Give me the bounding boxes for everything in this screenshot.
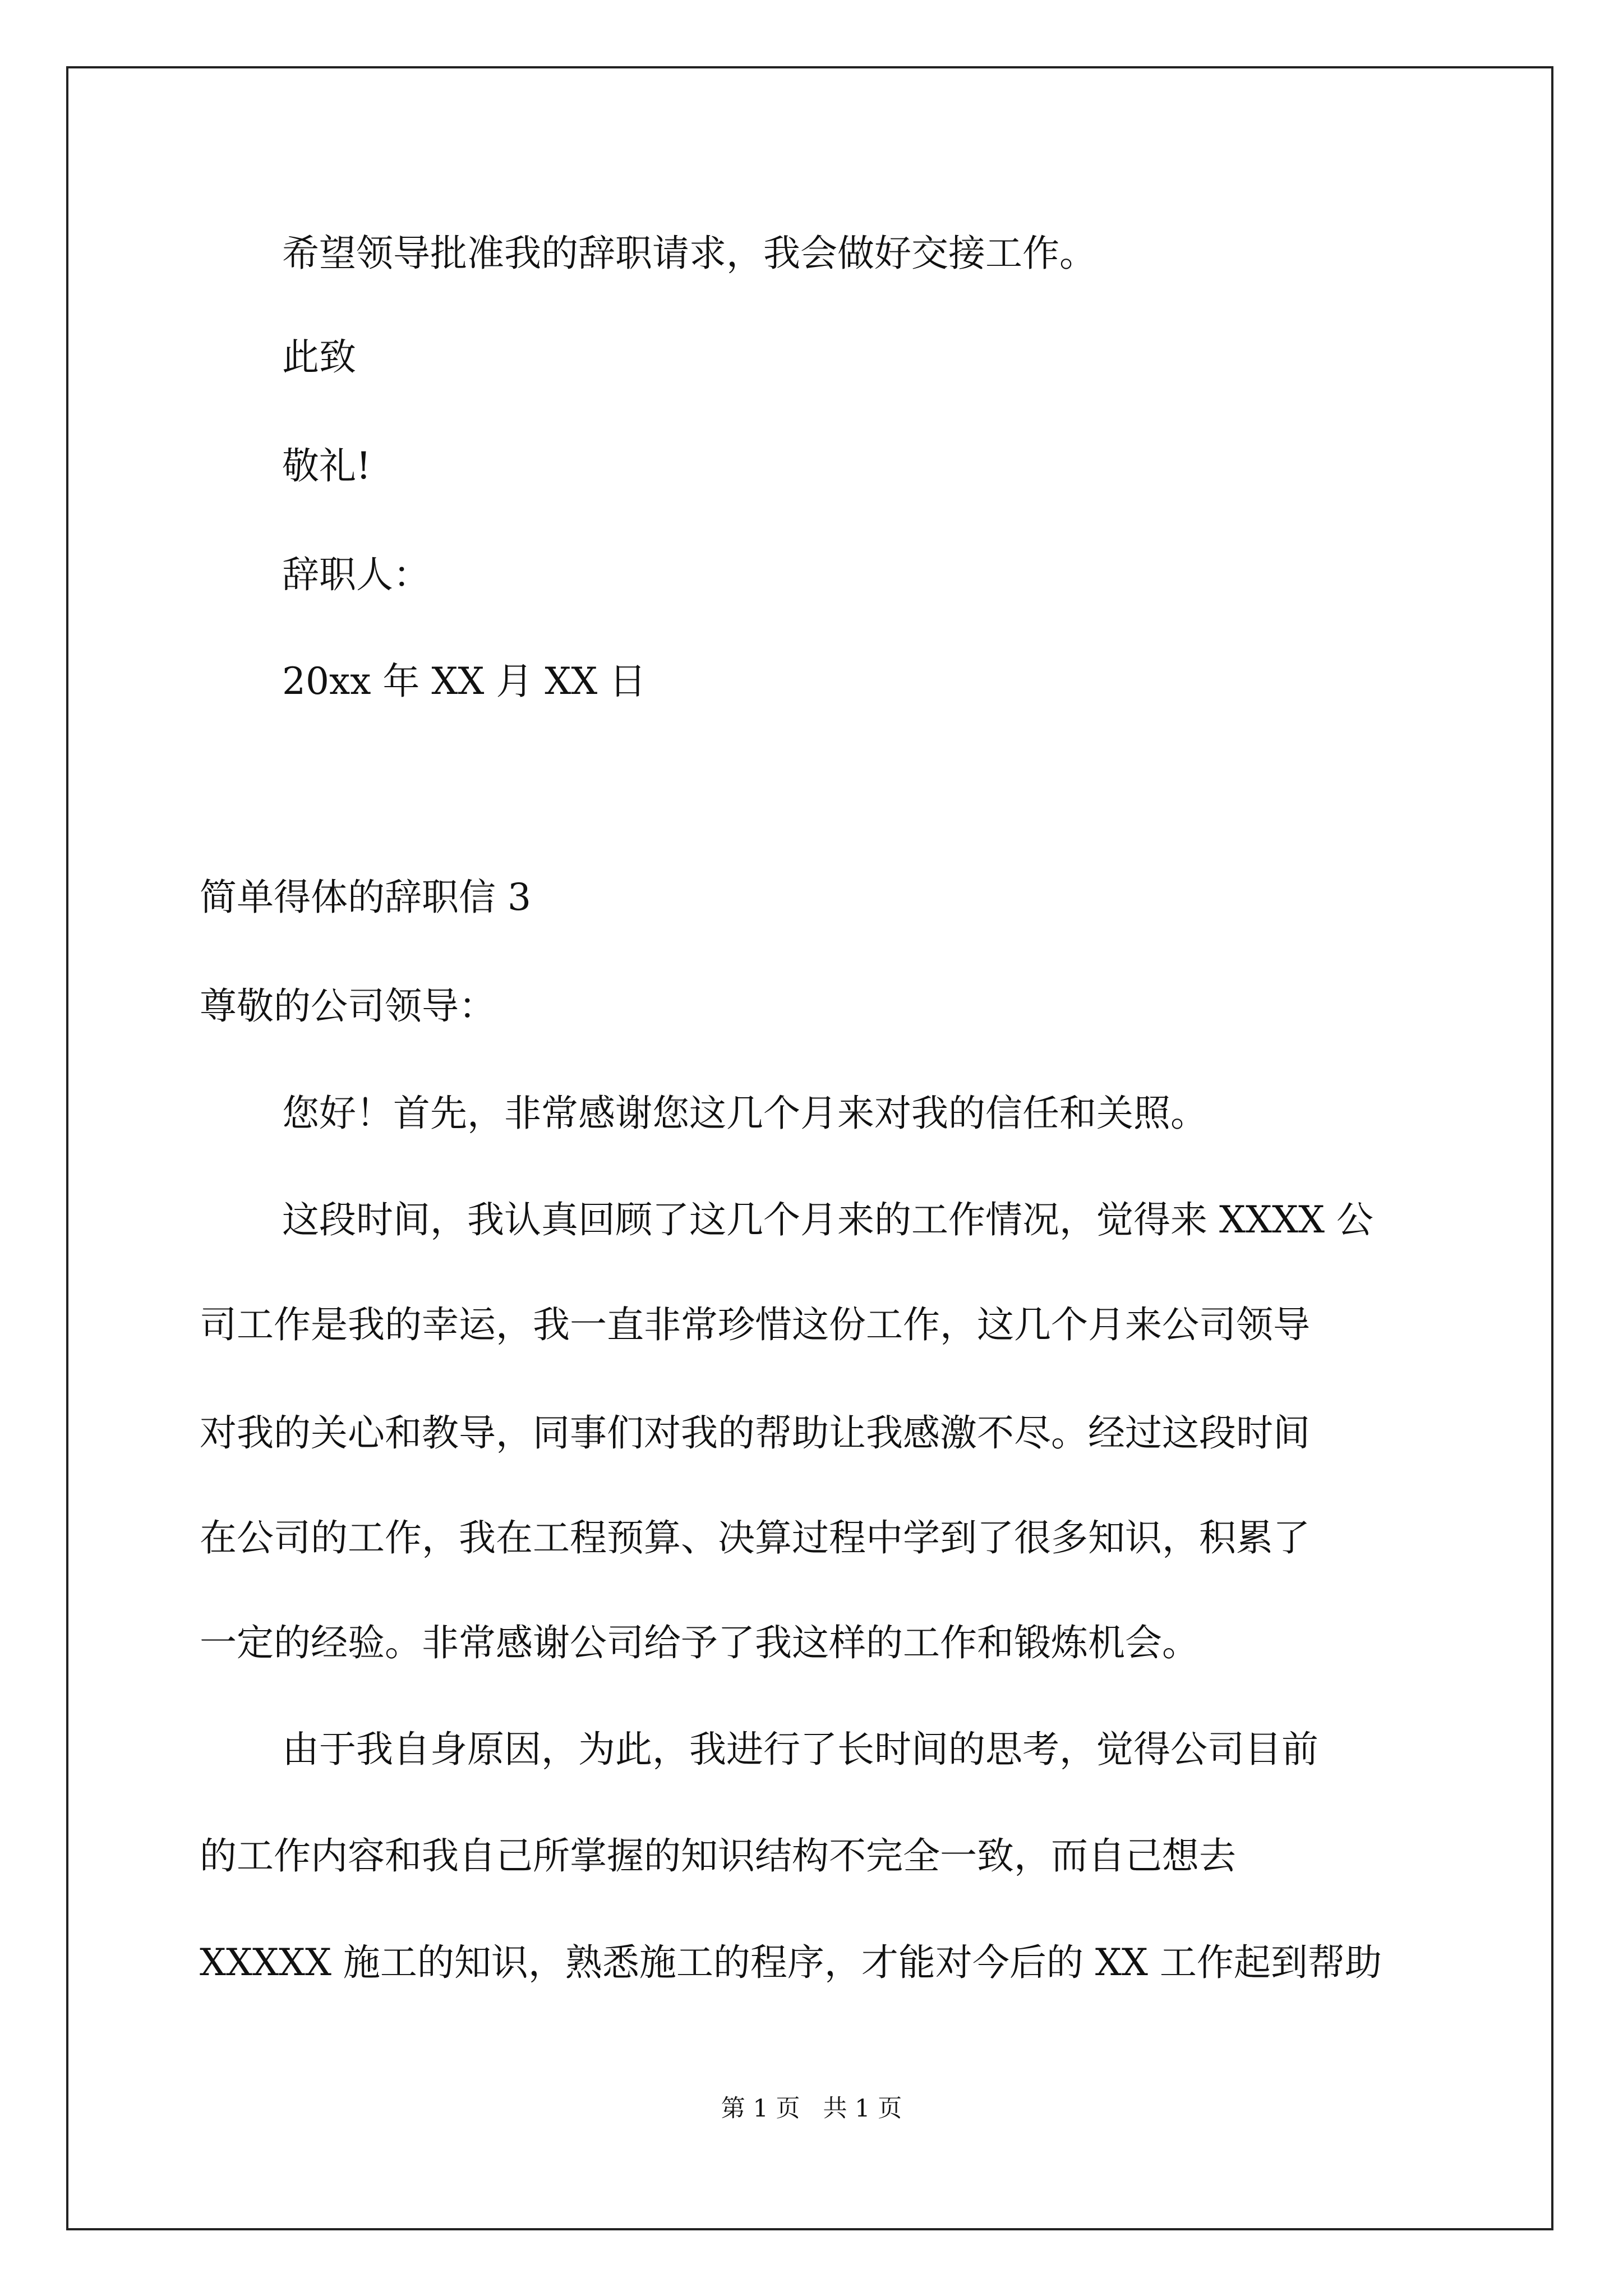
paragraph-3-line: 由于我自身原因，为此，我进行了长时间的思考，觉得公司目前 <box>282 1728 1318 1771</box>
resigner-label: 辞职人： <box>282 553 430 596</box>
paragraph-2-line: 这段时间，我认真回顾了这几个月来的工作情况，觉得来 XXXX 公 <box>282 1198 1373 1241</box>
closing-line-jingli: 敬礼! <box>282 444 371 487</box>
paragraph-2-line: 一定的经验。非常感谢公司给予了我这样的工作和锻炼机会。 <box>200 1621 1199 1664</box>
paragraph-3-line: XXXXX 施工的知识，熟悉施工的程序，才能对今后的 XX 工作起到帮助 <box>200 1941 1382 1984</box>
paragraph-2-line: 对我的关心和教导，同事们对我的帮助让我感激不尽。经过这段时间 <box>200 1411 1310 1455</box>
salutation: 尊敬的公司领导： <box>200 984 496 1028</box>
closing-line-request: 希望领导批准我的辞职请求，我会做好交接工作。 <box>282 232 1096 275</box>
date-line: 20xx 年 XX 月 XX 日 <box>282 660 647 703</box>
paragraph-2-line: 司工作是我的幸运，我一直非常珍惜这份工作，这几个月来公司领导 <box>200 1303 1310 1346</box>
letter-title: 简单得体的辞职信 3 <box>200 876 531 919</box>
closing-line-cizhi: 此致 <box>282 335 356 379</box>
page-number-footer: 第 1 页 共 1 页 <box>721 2095 902 2123</box>
paragraph-2-line: 在公司的工作，我在工程预算、决算过程中学到了很多知识，积累了 <box>200 1516 1310 1559</box>
paragraph-3-line: 的工作内容和我自己所掌握的知识结构不完全一致，而自己想去 <box>200 1834 1236 1878</box>
greeting-paragraph: 您好！首先，非常感谢您这几个月来对我的信任和关照。 <box>282 1092 1207 1135</box>
page-border <box>66 66 1553 2230</box>
